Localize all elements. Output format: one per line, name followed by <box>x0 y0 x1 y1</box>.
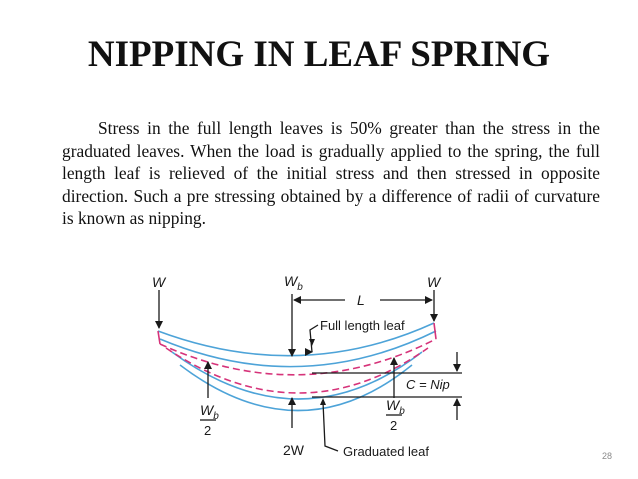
slide-paragraph: Stress in the full length leaves is 50% greater than the stress in the graduated leaves. When the load is gradually applied to the spring, the full length leaf is relieved of the initial stress and then stressed in opposite direction. Such a pre stressing obtained by a difference of radii of curvature is known as nipping. <box>62 118 600 229</box>
graduated-leaf-label: Graduated leaf <box>343 444 430 459</box>
full-length-leaf-leader <box>310 325 318 352</box>
nip-label: C = Nip <box>406 377 450 392</box>
page-number: 28 <box>601 451 612 461</box>
full-length-leaf-label: Full length leaf <box>320 318 405 333</box>
span-label: L <box>357 292 365 308</box>
reaction-left-denominator: 2 <box>204 423 212 438</box>
leaf-curve-blue-4 <box>180 365 412 411</box>
slide-title: NIPPING IN LEAF SPRING <box>87 34 551 75</box>
reaction-right-numerator: $W_b$ <box>386 397 405 417</box>
reaction-left-numerator: $W_b$ <box>200 402 219 422</box>
reaction-right-denominator: 2 <box>390 418 398 433</box>
leaf-curve-blue-3 <box>172 352 422 399</box>
load-label-left: W <box>152 274 166 290</box>
load-label-center: $W_b$ <box>284 273 303 293</box>
center-reaction-label: 2W <box>283 442 304 458</box>
graduated-leaf-leader <box>323 402 338 451</box>
load-label-right: W <box>427 274 441 290</box>
